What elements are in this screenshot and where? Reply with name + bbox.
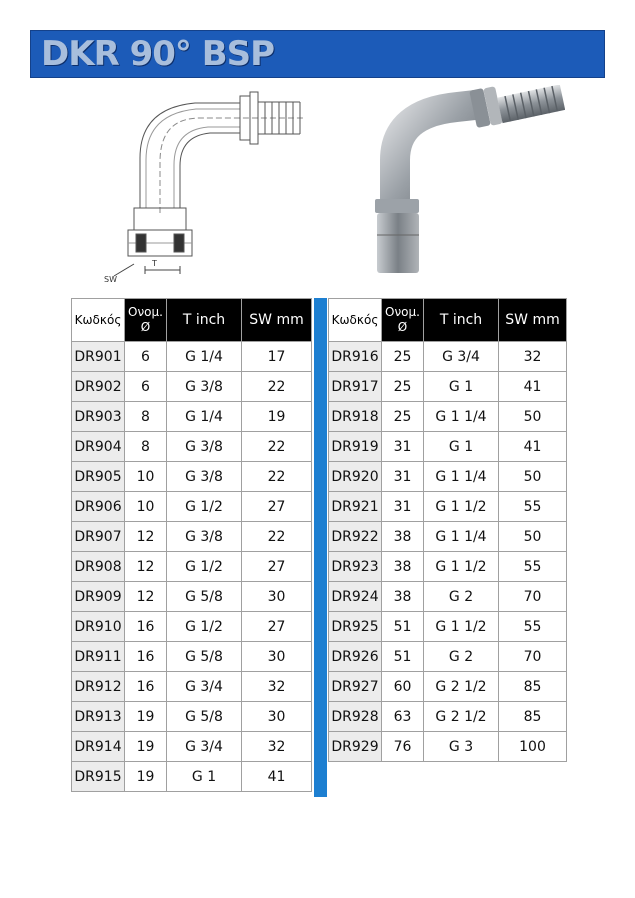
header-sw-mm: SW mm (242, 299, 312, 342)
cell-code: DR916 (329, 342, 382, 372)
cell-nominal: 16 (125, 642, 167, 672)
cell-nominal: 63 (382, 702, 424, 732)
cell-nominal: 76 (382, 732, 424, 762)
cell-code: DR926 (329, 642, 382, 672)
table-row (72, 732, 312, 762)
cell-nominal: 8 (125, 402, 167, 432)
cell-nominal: 38 (382, 552, 424, 582)
cell-t-inch: G 1/4 (167, 342, 242, 372)
cell-nominal: 25 (382, 372, 424, 402)
cell-code: DR921 (329, 492, 382, 522)
cell-code: DR910 (72, 612, 125, 642)
cell-sw-mm: 27 (242, 552, 312, 582)
spec-table-right (328, 298, 567, 762)
cell-t-inch: G 5/8 (167, 582, 242, 612)
page-title: DKR 90° BSP (41, 34, 275, 74)
cell-sw-mm: 32 (242, 672, 312, 702)
sw-label: SW (104, 275, 117, 284)
table-row (72, 672, 312, 702)
table-row (329, 372, 567, 402)
table-row (72, 432, 312, 462)
cell-code: DR911 (72, 642, 125, 672)
cell-t-inch: G 5/8 (167, 642, 242, 672)
table-row (72, 642, 312, 672)
table-row (72, 462, 312, 492)
cell-t-inch: G 1 1/2 (424, 552, 499, 582)
cell-nominal: 19 (125, 732, 167, 762)
cell-nominal: 16 (125, 672, 167, 702)
cell-sw-mm: 50 (499, 402, 567, 432)
table-row (72, 342, 312, 372)
cell-nominal: 12 (125, 582, 167, 612)
cell-nominal: 19 (125, 702, 167, 732)
cell-t-inch: G 1 (424, 432, 499, 462)
cell-code: DR913 (72, 702, 125, 732)
cell-nominal: 31 (382, 432, 424, 462)
table-row (72, 522, 312, 552)
table-row (329, 462, 567, 492)
t-label: T (152, 259, 157, 268)
table-row (72, 702, 312, 732)
table-row (72, 582, 312, 612)
cell-code: DR904 (72, 432, 125, 462)
cell-code: DR919 (329, 432, 382, 462)
cell-sw-mm: 17 (242, 342, 312, 372)
cell-t-inch: G 3/4 (167, 732, 242, 762)
cell-t-inch: G 1 1/4 (424, 522, 499, 552)
cell-sw-mm: 22 (242, 462, 312, 492)
cell-code: DR917 (329, 372, 382, 402)
cell-sw-mm: 27 (242, 612, 312, 642)
cell-nominal: 8 (125, 432, 167, 462)
cell-sw-mm: 41 (242, 762, 312, 792)
table-row (72, 372, 312, 402)
table-row (329, 672, 567, 702)
cell-t-inch: G 1/2 (167, 492, 242, 522)
cell-t-inch: G 1 (167, 762, 242, 792)
table-row (72, 552, 312, 582)
cell-sw-mm: 41 (499, 372, 567, 402)
cell-nominal: 25 (382, 402, 424, 432)
table-row (72, 402, 312, 432)
cell-t-inch: G 3/4 (167, 672, 242, 702)
cell-t-inch: G 1/2 (167, 552, 242, 582)
column-divider-strip (314, 298, 327, 797)
table-row (72, 762, 312, 792)
table-row (329, 642, 567, 672)
cell-t-inch: G 5/8 (167, 702, 242, 732)
cell-t-inch: G 1 (424, 372, 499, 402)
cell-code: DR922 (329, 522, 382, 552)
cell-nominal: 51 (382, 612, 424, 642)
cell-code: DR909 (72, 582, 125, 612)
cell-sw-mm: 70 (499, 642, 567, 672)
cell-nominal: 16 (125, 612, 167, 642)
cell-nominal: 10 (125, 492, 167, 522)
header-sw-mm: SW mm (499, 299, 567, 342)
cell-nominal: 10 (125, 462, 167, 492)
header-code: Κωδκός (329, 299, 382, 342)
cell-nominal: 38 (382, 522, 424, 552)
cell-nominal: 12 (125, 522, 167, 552)
cell-sw-mm: 22 (242, 432, 312, 462)
cell-sw-mm: 70 (499, 582, 567, 612)
cell-t-inch: G 1 1/4 (424, 462, 499, 492)
header-nominal-line2: Ø (140, 320, 151, 334)
header-nominal (382, 299, 424, 342)
cell-t-inch: G 3/8 (167, 432, 242, 462)
cell-code: DR918 (329, 402, 382, 432)
cell-code: DR928 (329, 702, 382, 732)
cell-nominal: 60 (382, 672, 424, 702)
cell-t-inch: G 3 (424, 732, 499, 762)
header-code: Κωδκός (72, 299, 125, 342)
cell-t-inch: G 1 1/2 (424, 492, 499, 522)
table-row (72, 492, 312, 522)
cell-nominal: 38 (382, 582, 424, 612)
cell-code: DR925 (329, 612, 382, 642)
cell-code: DR912 (72, 672, 125, 702)
cell-sw-mm: 85 (499, 672, 567, 702)
cell-sw-mm: 22 (242, 522, 312, 552)
cell-sw-mm: 55 (499, 612, 567, 642)
table-row (329, 612, 567, 642)
technical-drawing (100, 88, 305, 288)
table-row (329, 402, 567, 432)
spec-table-left (71, 298, 312, 792)
fitting-photo (365, 85, 565, 280)
cell-code: DR927 (329, 672, 382, 702)
cell-sw-mm: 41 (499, 432, 567, 462)
cell-code: DR902 (72, 372, 125, 402)
header-t-inch: T inch (167, 299, 242, 342)
cell-nominal: 31 (382, 462, 424, 492)
cell-sw-mm: 50 (499, 462, 567, 492)
cell-sw-mm: 50 (499, 522, 567, 552)
cell-t-inch: G 1 1/2 (424, 612, 499, 642)
cell-code: DR924 (329, 582, 382, 612)
cell-code: DR905 (72, 462, 125, 492)
cell-sw-mm: 22 (242, 372, 312, 402)
cell-t-inch: G 3/8 (167, 522, 242, 552)
cell-sw-mm: 30 (242, 582, 312, 612)
table-row (329, 342, 567, 372)
cell-t-inch: G 2 (424, 642, 499, 672)
table-row (329, 552, 567, 582)
cell-nominal: 19 (125, 762, 167, 792)
table-row (72, 612, 312, 642)
table-row (329, 702, 567, 732)
cell-t-inch: G 2 (424, 582, 499, 612)
cell-code: DR908 (72, 552, 125, 582)
cell-t-inch: G 2 1/2 (424, 672, 499, 702)
cell-sw-mm: 27 (242, 492, 312, 522)
cell-nominal: 6 (125, 342, 167, 372)
cell-code: DR907 (72, 522, 125, 552)
table-row (329, 522, 567, 552)
cell-sw-mm: 32 (499, 342, 567, 372)
cell-nominal: 51 (382, 642, 424, 672)
cell-code: DR906 (72, 492, 125, 522)
cell-t-inch: G 1/4 (167, 402, 242, 432)
cell-nominal: 12 (125, 552, 167, 582)
cell-sw-mm: 19 (242, 402, 312, 432)
cell-t-inch: G 3/8 (167, 372, 242, 402)
cell-sw-mm: 30 (242, 702, 312, 732)
table-row (329, 582, 567, 612)
cell-sw-mm: 85 (499, 702, 567, 732)
cell-code: DR920 (329, 462, 382, 492)
table-row (329, 492, 567, 522)
table-row (329, 432, 567, 462)
cell-sw-mm: 55 (499, 492, 567, 522)
cell-t-inch: G 1/2 (167, 612, 242, 642)
header-nominal-line2: Ø (397, 320, 408, 334)
cell-sw-mm: 32 (242, 732, 312, 762)
cell-sw-mm: 100 (499, 732, 567, 762)
cell-t-inch: G 3/4 (424, 342, 499, 372)
cell-t-inch: G 3/8 (167, 462, 242, 492)
header-nominal-line1: Ονομ. (128, 305, 163, 319)
table-row (329, 732, 567, 762)
cell-nominal: 31 (382, 492, 424, 522)
cell-sw-mm: 30 (242, 642, 312, 672)
cell-code: DR901 (72, 342, 125, 372)
cell-code: DR923 (329, 552, 382, 582)
cell-t-inch: G 1 1/4 (424, 402, 499, 432)
header-nominal (125, 299, 167, 342)
cell-code: DR915 (72, 762, 125, 792)
cell-sw-mm: 55 (499, 552, 567, 582)
header-t-inch: T inch (424, 299, 499, 342)
cell-nominal: 6 (125, 372, 167, 402)
cell-nominal: 25 (382, 342, 424, 372)
cell-code: DR903 (72, 402, 125, 432)
header-nominal-line1: Ονομ. (385, 305, 420, 319)
cell-t-inch: G 2 1/2 (424, 702, 499, 732)
cell-code: DR914 (72, 732, 125, 762)
title-bar (30, 30, 605, 78)
cell-code: DR929 (329, 732, 382, 762)
